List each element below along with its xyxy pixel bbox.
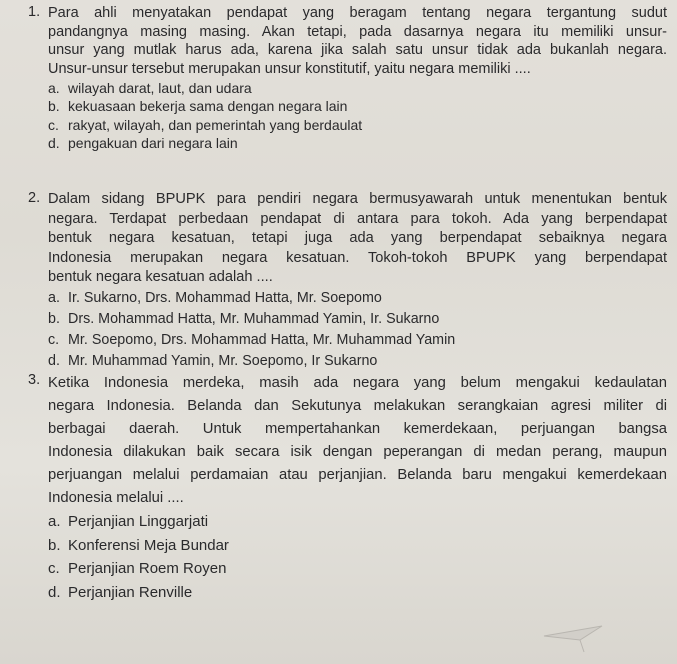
stem-line: berbagai daerah. Untuk mempertahankan kemerdekaan, perjuangan bangsa: [48, 421, 667, 437]
option-text: Drs. Mohammad Hatta, Mr. Muhammad Yamin, Ir. Sukarno: [68, 310, 440, 327]
question-text: [48, 4, 667, 79]
stem-line: Indonesia dilakukan baik secara isik dengan peperangan di medan perang, maupun: [48, 444, 667, 460]
question-number: 1.: [28, 4, 41, 20]
option-text: Ir. Sukarno, Drs. Mohammad Hatta, Mr. Soepomo: [68, 289, 382, 306]
option-text: rakyat, wilayah, dan pemerintah yang berdaulat: [68, 116, 363, 133]
option-text: Mr. Soepomo, Drs. Mohammad Hatta, Mr. Muhammad Yamin: [68, 331, 456, 348]
option-letter: d.: [48, 583, 61, 601]
stem-line: bentuk negara kesatuan, tetapi juga ada yang berpendapat sebaiknya negara: [48, 230, 667, 247]
option-a[interactable]: [48, 510, 677, 534]
option-c[interactable]: [48, 330, 677, 351]
question-2: [0, 190, 677, 372]
option-a[interactable]: [48, 288, 677, 309]
option-a[interactable]: [48, 79, 677, 98]
option-text: pengakuan dari negara lain: [68, 135, 238, 152]
option-letter: d.: [48, 352, 60, 369]
question-stem: [0, 4, 677, 79]
option-text: Perjanjian Roem Royen: [68, 560, 227, 577]
option-text: kekuasaan bekerja sama dengan negara lain: [68, 98, 348, 115]
option-letter: c.: [48, 560, 60, 577]
option-letter: a.: [48, 79, 60, 96]
question-number: 3.: [28, 372, 41, 388]
option-letter: b.: [48, 310, 60, 327]
option-letter: a.: [48, 513, 61, 530]
question-3: [0, 372, 677, 604]
option-text: Perjanjian Linggarjati: [68, 513, 209, 530]
option-d[interactable]: [48, 134, 677, 153]
option-letter: c.: [48, 331, 60, 348]
option-text: Mr. Muhammad Yamin, Mr. Soepomo, Ir Sukarno: [68, 352, 378, 369]
stem-line: unsur yang mutlak harus ada, karena jika salah satu unsur tidak ada bukanlah negara.: [48, 42, 667, 59]
option-letter: b.: [48, 536, 61, 554]
option-b[interactable]: [48, 534, 677, 558]
option-letter: c.: [48, 116, 59, 133]
stem-line: pandangnya masing masing. Akan tetapi, pada dasarnya negara itu memiliki unsur-: [48, 23, 667, 40]
option-letter: a.: [48, 289, 60, 306]
stem-line: negara Indonesia. Belanda dan Sekutunya melakukan serangkaian agresi militer di: [48, 398, 667, 414]
question-1: [0, 4, 677, 153]
stem-line: perjuangan melalui perdamaian atau perjanjian. Belanda baru mengakui kemerdekaan: [48, 467, 667, 483]
stem-line: Para ahli menyatakan pendapat yang beragam tentang negara tergantung sudut: [48, 5, 667, 21]
pencil-mark-icon: [540, 618, 620, 664]
option-c[interactable]: [48, 116, 677, 135]
answer-options: [48, 288, 677, 372]
option-b[interactable]: [48, 309, 677, 330]
stem-line: Indonesia melalui ....: [48, 490, 184, 506]
option-d[interactable]: [48, 351, 677, 372]
stem-line: negara. Terdapat perbedaan pendapat di antara para tokoh. Ada yang berpendapat: [48, 210, 667, 227]
answer-options: [48, 510, 677, 604]
question-text: [48, 190, 667, 288]
question-stem: [0, 190, 677, 288]
stem-line: Dalam sidang BPUPK para pendiri negara bermusyawarah untuk menentukan bentuk: [48, 191, 667, 207]
option-text: Konferensi Meja Bundar: [68, 536, 229, 554]
question-number: 2.: [28, 190, 41, 206]
question-text: [48, 372, 667, 510]
stem-line: bentuk negara kesatuan adalah ....: [48, 269, 273, 286]
answer-options: [48, 79, 677, 153]
stem-line: Ketika Indonesia merdeka, masih ada negara yang belum mengakui kedaulatan: [48, 375, 667, 391]
question-stem: [0, 372, 677, 510]
stem-line: Unsur-unsur tersebut merupakan unsur konstitutif, yaitu negara memiliki ....: [48, 61, 531, 78]
option-b[interactable]: [48, 97, 677, 116]
stem-line: Indonesia merupakan negara kesatuan. Tokoh-tokoh BPUPK yang berpendapat: [48, 249, 667, 266]
option-letter: b.: [48, 98, 60, 115]
option-text: Perjanjian Renville: [68, 583, 193, 601]
option-c[interactable]: [48, 557, 677, 581]
option-letter: d.: [48, 135, 60, 152]
option-text: wilayah darat, laut, dan udara: [68, 79, 252, 96]
option-d[interactable]: [48, 581, 677, 605]
